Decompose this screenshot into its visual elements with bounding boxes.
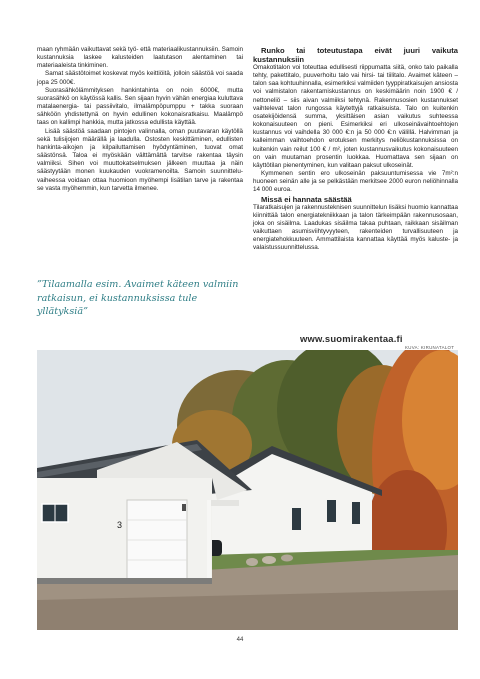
paragraph: Tilaratkaisujen ja rakennusteknisen suunnittelun lisäksi huomio kannattaa kiinnittää talon energiatekniikkaan ja talon tärkeimpään rakennusosaan, joka on sisäilma. Laadukas sisäilma takaa puhtaan, raikkaan sisäilman vaikuttaen asumisviihtyvyyteen, rakenteiden turvallisuuteen ja energiatehokkuuteen. Ammattilaista kannattaa käyttää myös kaluste- ja valaistussuunnittelussa. bbox=[253, 203, 458, 252]
website-url: www.suomirakentaa.fi bbox=[300, 333, 403, 344]
pull-quote: ”Tilaamalla esim. Avaimet käteen valmiin ratkaisun, ei kustannuksissa tule yllätyksiä” bbox=[37, 279, 239, 318]
right-text-column bbox=[253, 46, 458, 252]
paragraph: Omakotitalon voi toteuttaa edullisesti riippumatta siitä, onko talo paikalla tehty, pakettitalo, puuverhoitu talo vai hirsi- tai tiilitalo. Avaimet käteen –talon saa kohtuuhinnalla, esimerkiksi valmiiden tyyppiratkaisujen ansiosta voi valmistalon rakentamiskustannus on keskimäärin noin 1900 € / nettoneliö – siis aivan valmiiksi tehtynä. Rakennusosien kustannukset vaihtelevat talon rungossa käytettyjä ratkaisuista. Talo on kuitenkin osatekijöidensä summa, yksittäisen asian vaikutus suhteessa kokonaisuuteen on pieni. Esimerkiksi eri ulkoseinävaihtoehtojen kustannus voi vaihdella 30 000 €:n ja 50 000 €:n välillä. Halvimman ja kalleimman vaihtoehdon erotuksen merkitys neliökustannuksissa on kuitenkin vain reilut 100 € / m², joten kustannusvaikutus kokonaisuuteen on vain muutaman prosentin luokkaa. Huomattava sen sijaan on käyttötilan pienentyminen, kun valitaan paksut ulkoseinät. bbox=[253, 64, 458, 169]
section-heading: Runko tai toteutustapa eivät juuri vaikuta kustannuksiin bbox=[253, 46, 458, 64]
paragraph: Samat säästötoimet koskevat myös keittiöitä, jolloin säästöä voi saada jopa 25 000€. bbox=[37, 70, 243, 86]
page-number: 44 bbox=[236, 637, 244, 643]
left-text-column bbox=[37, 46, 243, 193]
paragraph: Suorasähkölämmityksen hankintahinta on noin 6000€, mutta suorasähkö on käytössä kallis. Sen sijaan hyvin vähän energiaa kuluttava matalaenergia- tai passiivitalo, ilmalämpöpumppu + takka suoraan sähköön yhdistettynä on hyvin edullinen kokonaisratkaisu. Maalämpö taas on kallimpi hankkia, mutta jatkossa edullista käyttää. bbox=[37, 86, 243, 127]
photo-credit: KUVA: KIRUNATALOT bbox=[405, 345, 455, 350]
paragraph: maan ryhmään vaikuttavat sekä työ- että materiaalikustannuksiin. Samoin kustannuksia laskee kalusteiden laatutason alentaminen tai materiaaleista tinkiminen. bbox=[37, 46, 243, 70]
house-number: 3 bbox=[117, 520, 123, 530]
paragraph: Kymmenen sentin ero ulkoseinän paksuuntumisessa vie 7m²:n huoneen seinän alle ja se pelkästään merkitsee 2000 euron neliöhinnalla 14 000 euroa. bbox=[253, 170, 458, 194]
house-photo bbox=[37, 350, 458, 630]
paragraph: Lisää säästöä saadaan pintojen valinnalla, oman puutavaran käytöllä sekä tulisijojen määrällä ja laadulla. Ostosten keskittäminen, edullisten hankinta-aikojen ja kilpailuttamisen hyödyntäminen, tuovat omat säästönsä. Taloa ei myöskään välttämättä tarvitse rakentaa täysin valmiiksi. Sihen voi muuttokatselmuksen jälkeen muuttaa ja näin säästyytään monen kuukauden vuokramenoilta. Samoin suunnitteluvaiheessa voidaan ottaa huomioon myöhempi lisätilan tarve ja rakentaa se vasta myöhemmin, kun tarvetta ilmenee. bbox=[37, 127, 243, 192]
section-heading: Missä ei hannata säästää bbox=[261, 194, 352, 204]
